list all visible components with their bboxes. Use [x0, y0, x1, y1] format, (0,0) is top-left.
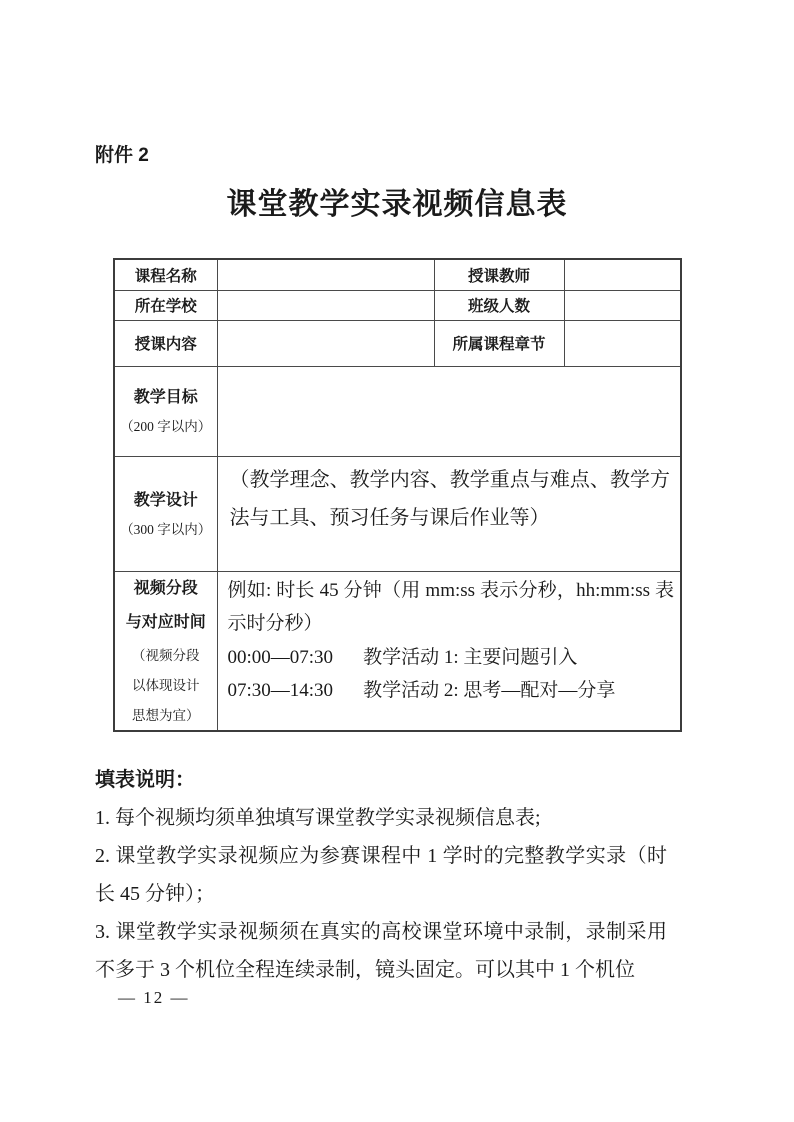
video-segment-note-line3: 思想为宜）	[132, 707, 200, 723]
video-segment-label-line2: 与对应时间	[125, 613, 206, 631]
video-segment-activity-2	[228, 674, 675, 708]
video-segment-label-line1: 视频分段	[133, 579, 198, 597]
teaching-goal-label-cell	[114, 366, 217, 456]
table-row-video-segments	[114, 571, 681, 731]
video-segment-activity-1	[228, 641, 675, 675]
teaching-design-value-cell	[217, 456, 681, 571]
school-label: 所在学校	[114, 290, 217, 320]
teaching-goal-note: （200 字以内）	[120, 419, 212, 434]
chapter-value	[564, 320, 681, 366]
activity-1-time: 00:00—07:30	[227, 646, 334, 668]
activity-1-text: 教学活动 1: 主要问题引入	[363, 646, 578, 668]
teaching-design-value: （教学理念、教学内容、教学重点与难点、教学方法与工具、预习任务与课后作业等）	[229, 468, 670, 529]
table-row-content-chapter	[114, 320, 681, 366]
video-segment-value-cell	[217, 571, 681, 731]
info-table	[113, 258, 682, 732]
info-table-wrapper	[113, 258, 682, 732]
page-title: 课堂教学实录视频信息表	[226, 188, 568, 221]
teaching-goal-value	[217, 366, 681, 456]
notes-title: 填表说明：	[95, 769, 195, 791]
note-item-3: 3. 课堂教学实录视频须在真实的高校课堂环境中录制，录制采用不多于 3 个机位全程连续录制，镜头固定。可以其中 1 个机位	[95, 921, 667, 981]
class-size-value	[564, 290, 681, 320]
activity-2-text: 教学活动 2: 思考—配对—分享	[363, 680, 616, 701]
table-row-teaching-design	[114, 456, 681, 571]
teaching-content-label: 授课内容	[114, 320, 217, 366]
attachment-label: 附件 2	[95, 145, 149, 166]
table-row-school-class	[114, 290, 681, 320]
note-item-2: 2. 课堂教学实录视频应为参赛课程中 1 学时的完整教学实录（时长 45 分钟）；	[95, 845, 667, 905]
activity-2-time: 07:30—14:30	[227, 680, 334, 701]
teaching-content-value	[217, 320, 434, 366]
teaching-design-note: （300 字以内）	[120, 521, 212, 537]
video-segment-example: 例如: 时长 45 分钟（用 mm:ss 表示分秒，hh:mm:ss 表示时分秒）	[227, 579, 674, 634]
table-row-teaching-goal	[114, 366, 681, 456]
chapter-label: 所属课程章节	[434, 320, 564, 366]
page-number: — 12 —	[118, 988, 190, 1007]
teacher-value	[564, 259, 681, 290]
course-name-value	[217, 259, 434, 290]
video-segment-note-line1: （视频分段	[132, 647, 200, 663]
course-name-label: 课程名称	[114, 259, 217, 290]
teaching-design-label: 教学设计	[133, 491, 198, 509]
teaching-design-label-cell	[114, 456, 217, 571]
school-value	[217, 290, 434, 320]
note-item-1: 1. 每个视频均须单独填写课堂教学实录视频信息表;	[95, 807, 541, 829]
notes-section	[95, 761, 667, 989]
table-row-course-teacher	[114, 259, 681, 290]
class-size-label: 班级人数	[434, 290, 564, 320]
video-segment-label-cell	[114, 571, 217, 731]
teaching-goal-label: 教学目标	[133, 389, 198, 406]
video-segment-note-line2: 以体现设计	[132, 677, 200, 693]
teacher-label: 授课教师	[434, 259, 564, 290]
